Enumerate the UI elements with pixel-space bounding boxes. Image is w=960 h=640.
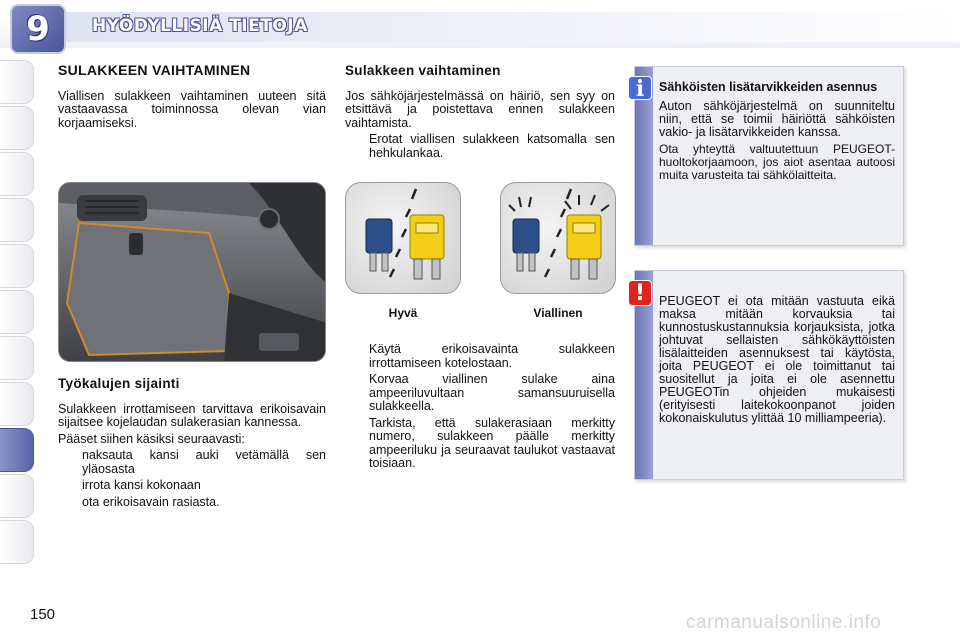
chapter-tab-8[interactable] xyxy=(0,382,34,426)
chapter-tab-4[interactable] xyxy=(0,198,34,242)
fuse-change-intro: Jos sähköjärjestelmässä on häiriö, sen syy on etsittävä ja poistettava ennen sulakkeen vaihtamista. xyxy=(345,88,615,130)
chapter-tab-3[interactable] xyxy=(0,152,34,196)
chapter-tab-5[interactable] xyxy=(0,244,34,288)
chapter-tab-10[interactable] xyxy=(0,474,34,518)
info-icon: i xyxy=(628,76,652,100)
list-item: Tarkista, että sulakerasiaan merkitty numero, sulakkeen päälle merkitty ampeeriluku ja seuraavat taulukot vastaavat toisiaan. xyxy=(369,415,615,470)
watermark-url: carmanualsonline.info xyxy=(686,612,882,633)
list-item: Käytä erikoisavainta sulakkeen irrottamiseen kotelostaan. xyxy=(369,342,615,370)
warning-box xyxy=(634,270,904,480)
info-box-para-2: Ota yhteyttä valtuutettuun PEUGEOT-huoltokorjaamoon, jos aiot asentaa autoosi muita varusteita tai sähkölaitteita. xyxy=(659,142,895,182)
fuse-replace-list xyxy=(345,343,615,471)
fuse-good-illustration xyxy=(346,183,462,295)
chapter-title: HYÖDYLLISIÄ TIETOJA xyxy=(92,16,308,36)
warning-box-text: PEUGEOT ei ota mitään vastuuta eikä maksa mitään korvauksia tai kunnostuskustannuksia korjauksista, jotka johtuvat sellaisten sähkökäyttöisten lisälaitteiden asennuksest tai käytösta, joita PEUGEOT ei ole toimittanut tai suositellut ja joita ei ole asennettu PEUGEOTin ohjeiden mukaisesti (erityisesti laitekokoonpanot joiden kokonaiskulutus ylittää 10 milliampeeria). xyxy=(659,294,895,425)
section-heading: SULAKKEEN VAIHTAMINEN xyxy=(58,62,251,78)
fuse-change-heading: Sulakkeen vaihtaminen xyxy=(345,63,501,78)
fuse-good-label: Hyvä xyxy=(388,306,418,320)
dashboard-illustration xyxy=(59,183,326,362)
access-text: Pääset siihen käsiksi seuraavasti: xyxy=(58,431,245,446)
chapter-tab-1[interactable] xyxy=(0,60,34,104)
page-header xyxy=(0,0,960,48)
chapter-tab-6[interactable] xyxy=(0,290,34,334)
dashboard-fusebox-photo xyxy=(58,182,326,362)
column-2-top xyxy=(345,64,615,160)
warning-box-content xyxy=(659,295,895,425)
tools-heading: Työkalujen sijainti xyxy=(58,376,180,391)
info-box-content xyxy=(659,81,895,182)
tools-text: Sulakkeen irrottamiseen tarvittava erikoisavain sijaitsee kojelaudan sulakerasian kannessa. xyxy=(58,401,326,429)
column-1-top xyxy=(58,64,326,130)
chapter-tab-11[interactable] xyxy=(0,520,34,564)
column-2-bottom xyxy=(345,340,615,471)
list-item: ota erikoisavain rasiasta. xyxy=(82,494,220,509)
column-1-bottom xyxy=(58,377,326,509)
page-number: 150 xyxy=(30,606,56,623)
tools-steps-list xyxy=(58,449,326,509)
exclamation-icon: ! xyxy=(628,280,652,306)
list-item: Erotat viallisen sulakkeen katsomalla sen hehkulankaa. xyxy=(369,132,615,160)
fuse-faulty-illustration xyxy=(501,183,617,295)
chapter-tab-7[interactable] xyxy=(0,336,34,380)
fuse-faulty-image xyxy=(500,182,616,294)
chapter-badge: 9 xyxy=(10,4,66,54)
info-box-para-1: Auton sähköjärjestelmä on suunniteltu niin, että se toimii häiriöttä sähköisten vakio- ja lisätarvikkeiden kanssa. xyxy=(659,99,895,139)
fuse-check-list xyxy=(345,133,615,160)
fuse-faulty-label: Viallinen xyxy=(533,306,583,320)
list-item: Korvaa viallinen sulake aina ampeeriluvultaan samansuuruisella sulakkeella. xyxy=(369,372,615,413)
chapter-tab-9-active[interactable] xyxy=(0,428,34,472)
chapter-tab-2[interactable] xyxy=(0,106,34,150)
fuse-good-image xyxy=(345,182,461,294)
chapter-tabs xyxy=(0,60,36,580)
section-intro: Viallisen sulakkeen vaihtaminen uuteen sitä vastaavassa toiminnossa olevan vian korjaamiseksi. xyxy=(58,88,326,130)
list-item: irrota kansi kokonaan xyxy=(82,478,201,492)
list-item: naksauta kansi auki vetämällä sen yläosasta xyxy=(82,448,326,476)
info-box-heading: Sähköisten lisätarvikkeiden asennus xyxy=(659,80,878,94)
info-box xyxy=(634,66,904,246)
